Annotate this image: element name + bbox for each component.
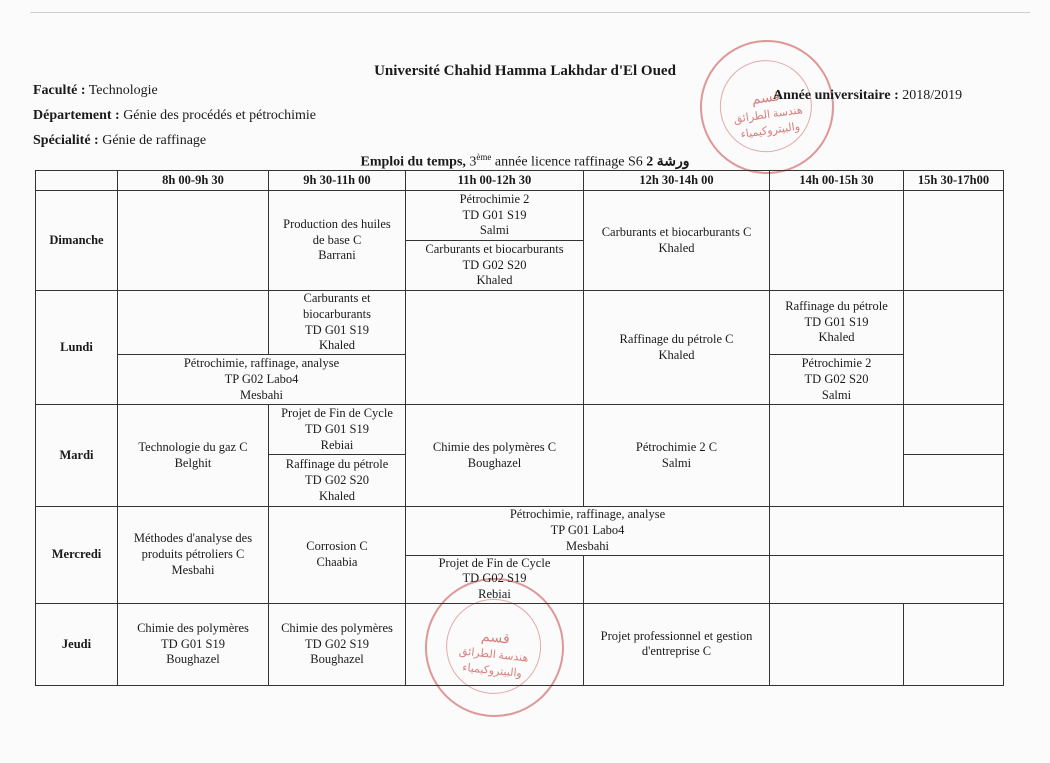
session-cell: Raffinage du pétrole TD G01 S19 Khaled xyxy=(770,291,904,355)
speciality-line: Spécialité : Génie de raffinage xyxy=(33,133,207,148)
empty-slot xyxy=(770,603,904,685)
column-header: 12h 30-14h 00 xyxy=(584,171,770,191)
empty-slot xyxy=(118,291,269,355)
university-title: Université Chahid Hamma Lakhdar d'El Oued xyxy=(374,63,676,79)
session-cell: Raffinage du pétrole TD G02 S20 Khaled xyxy=(269,455,406,507)
session-cell: Pétrochimie, raffinage, analyse TP G01 Labo4 Mesbahi xyxy=(406,507,770,555)
empty-slot xyxy=(406,291,584,405)
session-cell: Chimie des polymères TD G01 S19 Boughazel xyxy=(118,603,269,685)
empty-slot xyxy=(904,291,1004,405)
empty-slot xyxy=(770,191,904,291)
day-label: Lundi xyxy=(36,291,118,405)
session-cell: Carburants et biocarburants TD G02 S20 Khaled xyxy=(406,241,584,291)
session-cell: Projet de Fin de Cycle TD G02 S19 Rebiai xyxy=(406,555,584,603)
empty-slot xyxy=(770,405,904,507)
corner-cell xyxy=(36,171,118,191)
schedule-title: Emploi du temps, 3ème année licence raffinage S6 2 ورشة xyxy=(360,152,690,170)
session-cell: Raffinage du pétrole C Khaled xyxy=(584,291,770,405)
empty-slot xyxy=(904,603,1004,685)
session-cell: Carburants et biocarburants C Khaled xyxy=(584,191,770,291)
session-cell: Pétrochimie, raffinage, analyse TP G02 Labo4 Mesbahi xyxy=(118,355,406,405)
session-cell: Production des huiles de base C Barrani xyxy=(269,191,406,291)
session-cell: Pétrochimie 2 C Salmi xyxy=(584,405,770,507)
column-header: 8h 00-9h 30 xyxy=(118,171,269,191)
academic-year: Année universitaire : 2018/2019 xyxy=(773,88,963,103)
column-header: 14h 00-15h 30 xyxy=(770,171,904,191)
empty-slot xyxy=(118,191,269,291)
department-line: Département : Génie des procédés et pétrochimie xyxy=(33,108,316,123)
empty-slot xyxy=(770,555,1004,603)
session-cell: Carburants et biocarburants TD G01 S19 Khaled xyxy=(269,291,406,355)
column-header: 15h 30-17h00 xyxy=(904,171,1004,191)
official-stamp-bottom: قسم هندسة الطرائق والبيتروكيمياء xyxy=(418,571,571,724)
session-cell: Pétrochimie 2 TD G02 S20 Salmi xyxy=(770,355,904,405)
column-header: 11h 00-12h 30 xyxy=(406,171,584,191)
scan-edge-line xyxy=(30,12,1030,13)
empty-slot xyxy=(770,507,1004,555)
session-cell: Chimie des polymères C Boughazel xyxy=(406,405,584,507)
column-header: 9h 30-11h 00 xyxy=(269,171,406,191)
official-stamp-top: قسم هندسة الطرائق والبيتروكيمياء xyxy=(691,31,842,182)
session-cell: Projet professionnel et gestion d'entreprise C xyxy=(584,603,770,685)
empty-slot xyxy=(584,555,770,603)
day-label: Mercredi xyxy=(36,507,118,604)
faculty-line: Faculté : Technologie xyxy=(33,83,158,98)
day-label: Mardi xyxy=(36,405,118,507)
session-cell: Corrosion C Chaabia xyxy=(269,507,406,604)
empty-slot xyxy=(904,405,1004,455)
day-label: Dimanche xyxy=(36,191,118,291)
session-cell: Chimie des polymères TD G02 S19 Boughazel xyxy=(269,603,406,685)
timetable-header-row xyxy=(36,171,1004,191)
empty-slot xyxy=(406,603,584,685)
session-cell: Technologie du gaz C Belghit xyxy=(118,405,269,507)
session-cell: Projet de Fin de Cycle TD G01 S19 Rebiai xyxy=(269,405,406,455)
timetable xyxy=(35,170,1004,686)
day-label: Jeudi xyxy=(36,603,118,685)
empty-slot xyxy=(904,455,1004,507)
session-cell: Pétrochimie 2 TD G01 S19 Salmi xyxy=(406,191,584,241)
empty-slot xyxy=(904,191,1004,291)
session-cell: Méthodes d'analyse des produits pétroliers C Mesbahi xyxy=(118,507,269,604)
